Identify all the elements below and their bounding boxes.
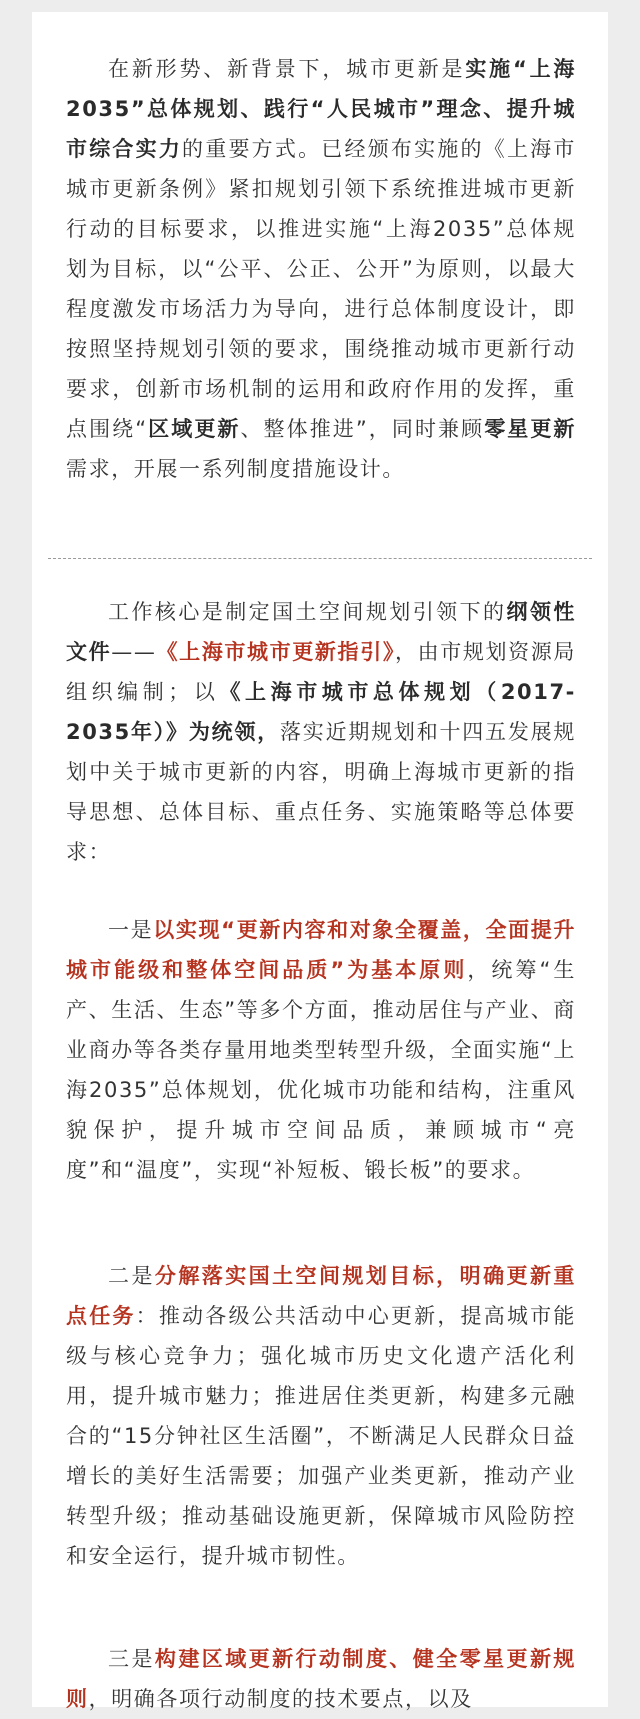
text-segment-bold: 零星更新 xyxy=(484,417,577,441)
text-segment-bold: 纲领性文件 xyxy=(66,600,576,664)
text-segment-normal: —— xyxy=(111,640,157,664)
text-segment-normal: 工作核心是制定国土空间规划引领下的 xyxy=(108,600,507,624)
text-segment-normal: 在新形势、新背景下，城市更新是 xyxy=(108,57,466,81)
text-segment-normal: ，明确各项行动制度的技术要点，以及 xyxy=(88,1687,473,1711)
text-segment-normal: 二是 xyxy=(108,1264,155,1288)
text-segment-normal: ，统筹“生产、生活、生态”等多个方面，推动居住与产业、商业商办等各类存量用地类型转型升级，全面实施“上海2035”总体规划，优化城市功能和结构，注重风貌保护，提升城市空间品质，兼顾城市“亮度”和“温度”，实现“补短板、锻长板”的要求。 xyxy=(66,958,576,1182)
paragraph-intro xyxy=(66,49,576,489)
text-segment-normal: 需求，开展一系列制度措施设计。 xyxy=(66,457,405,481)
text-segment-bold: 区域更新 xyxy=(147,417,241,441)
text-segment-normal: 一是 xyxy=(108,918,154,942)
text-segment-red: 以实现“更新内容和对象全覆盖，全面提升城市能级和整体空间品质”为基本原则 xyxy=(66,918,576,982)
paragraph-point-two xyxy=(66,1256,576,1576)
text-segment-red: 分解落实国土空间规划目标，明确更新重点任务 xyxy=(66,1264,576,1328)
text-segment-normal: 的重要方式。已经颁布实施的《上海市城市更新条例》紧扣规划引领下系统推进城市更新行动的目标要求，以推进实施“上海2035”总体规划为目标，以“公平、公正、公开”为原则，以最大程度激发市场活力为导向，进行总体制度设计，即按照坚持规划引领的要求，围绕推动城市更新行动要求，创新市场机制的运用和政府作用的发挥，重点围绕“ xyxy=(66,137,576,441)
text-segment-normal: 三是 xyxy=(108,1647,155,1671)
text-segment-red: 构建区域更新行动制度、健全零星更新规则 xyxy=(66,1647,576,1711)
paragraph-core-work xyxy=(66,592,576,872)
paragraph-point-three xyxy=(66,1639,576,1719)
text-segment-bold: 实施“上海2035”总体规划、践行“人民城市”理念、提升城市综合实力 xyxy=(66,57,576,161)
text-segment-normal: 落实近期规划和十四五发展规划中关于城市更新的内容，明确上海城市更新的指导思想、总体目标、重点任务、实施策略等总体要求： xyxy=(66,720,576,864)
article-card xyxy=(32,12,608,1711)
text-segment-normal: 、整体推进”，同时兼顾 xyxy=(240,417,485,441)
text-segment-bold: 《上海市城市总体规划（2017-2035年）》为统领， xyxy=(66,680,576,744)
text-segment-red: 《上海市城市更新指引》 xyxy=(156,640,395,664)
text-segment-normal: ：推动各级公共活动中心更新，提高城市能级与核心竞争力；强化城市历史文化遗产活化利用，提升城市魅力；推进居住类更新，构建多元融合的“15分钟社区生活圈”，不断满足人民群众日益增长的美好生活需要；加强产业类更新，推动产业转型升级；推动基础设施更新，保障城市风险防控和安全运行，提升城市韧性。 xyxy=(66,1304,576,1568)
dashed-divider xyxy=(48,558,592,559)
text-segment-normal: ，由市规划资源局组织编制；以 xyxy=(66,640,576,704)
paragraph-point-one xyxy=(66,910,576,1190)
